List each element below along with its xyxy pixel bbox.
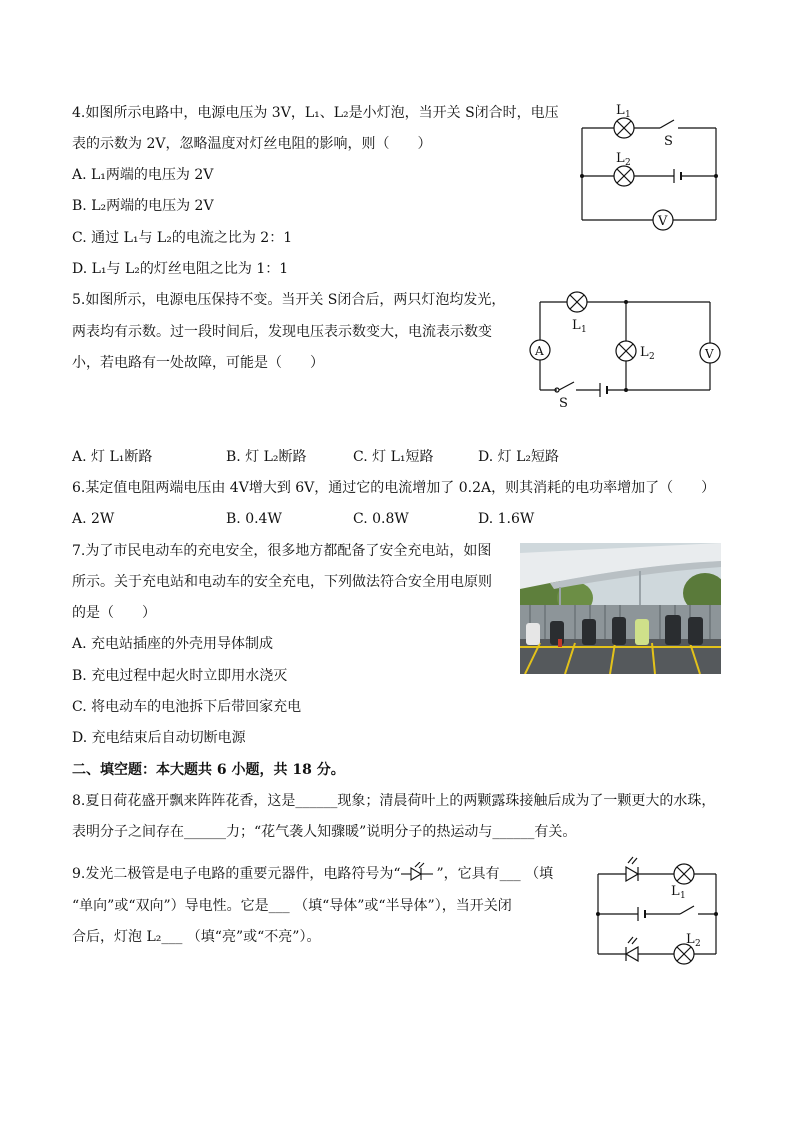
q7-stem-line2: 所示。关于充电站和电动车的安全充电，下列做法符合安全用电原则 xyxy=(72,574,492,590)
q5-lamp1-label: L xyxy=(572,318,581,333)
q4-lamp2-sub: 2 xyxy=(625,158,631,168)
q4-option-d: D. L₁与 L₂的灯丝电阻之比为 1：1 xyxy=(72,261,289,277)
q5-ammeter-label: A xyxy=(535,344,544,358)
q9-line3: 合后，灯泡 L₂___ （填“亮”或“不亮”）。 xyxy=(72,929,321,945)
q9-circuit-diagram xyxy=(588,850,728,970)
q6-option-b: B. 0.4W xyxy=(226,511,282,527)
q5-option-b: B. 灯 L₂断路 xyxy=(226,449,307,465)
q4-lamp1-sub: 1 xyxy=(625,110,631,120)
q4-switch-label: S xyxy=(664,134,673,149)
q5-lamp2-label: L xyxy=(640,345,649,360)
q7-option-a: A. 充电站插座的外壳用导体制成 xyxy=(72,636,274,652)
q5-circuit-diagram xyxy=(524,290,734,415)
q5-option-c: C. 灯 L₁短路 xyxy=(353,449,434,465)
q7-option-d: D. 充电结束后自动切断电源 xyxy=(72,730,246,746)
q9-lamp2-label: L xyxy=(686,932,695,947)
q8-line2: 表明分子之间存在______力；“花气袭人知骤暖”说明分子的热运动与______有关。 xyxy=(72,824,577,840)
q4-option-b: B. L₂两端的电压为 2V xyxy=(72,198,214,214)
q7-option-c: C. 将电动车的电池拆下后带回家充电 xyxy=(72,699,302,715)
q9-lamp2-sub: 2 xyxy=(695,939,701,949)
q5-stem-line1: 5.如图所示，电源电压保持不变。当开关 S闭合后，两只灯泡均发光， xyxy=(72,292,506,308)
q4-stem-line2: 表的示数为 2V，忽略温度对灯丝电阻的影响，则（ ） xyxy=(72,136,432,152)
q9-line2: “单向”或“双向”）导电性。它是___ （填“导体”或“半导体”），当开关闭 xyxy=(72,898,512,914)
q9-line1 xyxy=(72,862,553,883)
q4-lamp1-label: L xyxy=(616,103,625,118)
q4-option-a: A. L₁两端的电压为 2V xyxy=(72,167,214,183)
q6-option-c: C. 0.8W xyxy=(353,511,409,527)
q5-stem-line2: 两表均有示数。过一段时间后，发现电压表示数变大，电流表示数变 xyxy=(72,324,492,340)
q9-lamp1-label: L xyxy=(671,884,680,899)
q5-lamp1-sub: 1 xyxy=(581,325,587,335)
q5-voltmeter-label: V xyxy=(705,347,714,361)
q7-stem-line1: 7.为了市民电动车的充电安全，很多地方都配备了安全充电站，如图 xyxy=(72,543,492,559)
q9-line1-part1: 9.发光二极管是电子电路的重要元器件，电路符号为“ xyxy=(72,866,401,882)
q6-option-d: D. 1.6W xyxy=(478,511,535,527)
q4-circuit-diagram xyxy=(570,98,730,238)
q5-stem-line3: 小，若电路有一处故障，可能是（ ） xyxy=(72,355,324,371)
q4-stem-line1: 4.如图所示电路中，电源电压为 3V，L₁、L₂是小灯泡，当开关 S闭合时，电压 xyxy=(72,105,559,121)
q5-option-a: A. 灯 L₁断路 xyxy=(72,449,153,465)
q4-voltmeter-label: V xyxy=(658,214,668,229)
q6-option-a: A. 2W xyxy=(72,511,115,527)
q5-lamp2-sub: 2 xyxy=(649,352,655,362)
q8-line1: 8.夏日荷花盛开飘来阵阵花香，这是______现象；清晨荷叶上的两颗露珠接触后成为了一颗更大的水珠， xyxy=(72,793,716,809)
section2-heading: 二、填空题：本大题共 6 小题，共 18 分。 xyxy=(72,762,345,778)
q9-lamp1-sub: 1 xyxy=(680,891,686,901)
q5-option-d: D. 灯 L₂短路 xyxy=(478,449,559,465)
q7-option-b: B. 充电过程中起火时立即用水浇灭 xyxy=(72,668,288,684)
q4-lamp2-label: L xyxy=(616,151,625,166)
q6-stem: 6.某定值电阻两端电压由 4V增大到 6V，通过它的电流增加了 0.2A，则其消耗的电功率增加了（ ） xyxy=(72,480,716,496)
q9-line1-part2: ”，它具有___ （填 xyxy=(436,866,554,882)
q7-stem-line3: 的是（ ） xyxy=(72,605,156,621)
led-symbol-icon xyxy=(401,862,437,882)
charging-station-photo xyxy=(520,543,721,674)
q4-option-c: C. 通过 L₁与 L₂的电流之比为 2：1 xyxy=(72,230,293,246)
q5-switch-label: S xyxy=(559,396,568,411)
